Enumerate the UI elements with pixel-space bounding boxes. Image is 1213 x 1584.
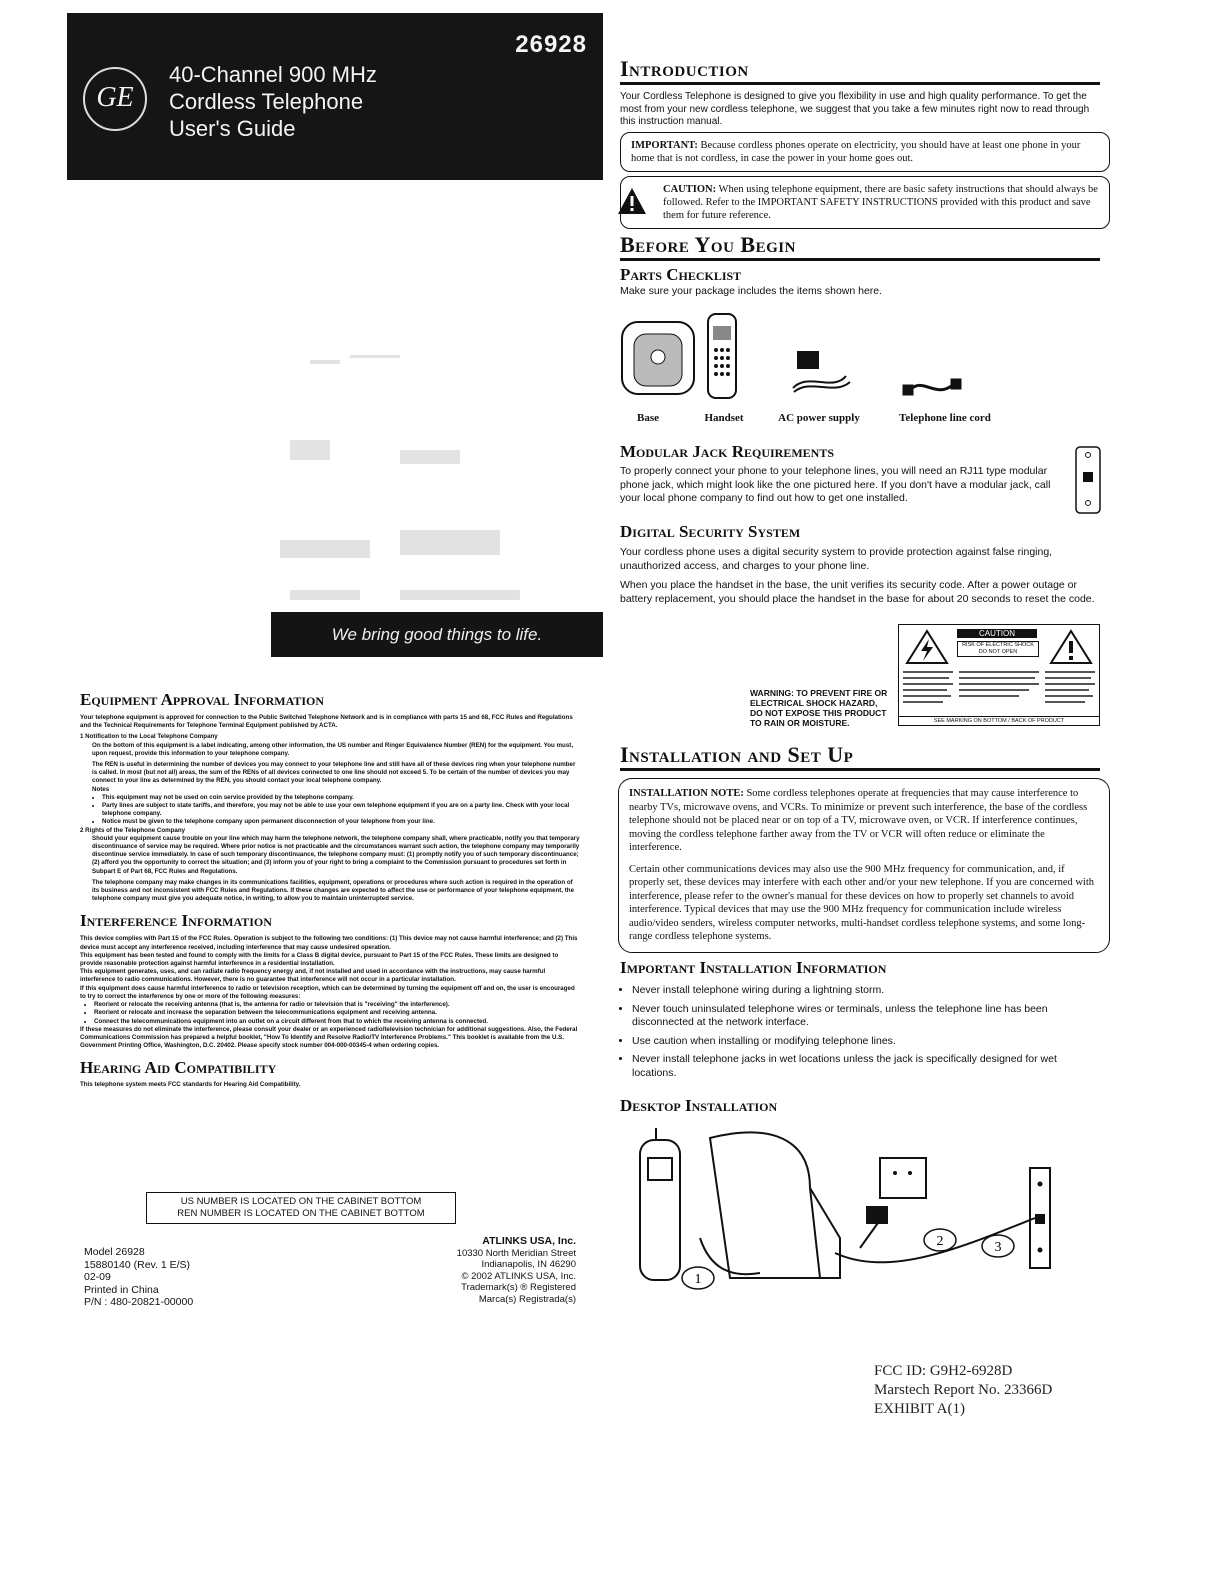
- interference-p4: If this equipment does cause harmful interference to radio or television reception, which can be determined by turning the equipment off and on, the user is encouraged to try to correct the interference by one or more of the following measures:: [80, 984, 575, 1000]
- installation-heading: Installation and Set Up: [620, 742, 854, 767]
- modular-jack-icon: [1074, 445, 1102, 515]
- install-bullet: • Never install telephone jacks in wet locations unless the jack is specifically designed for wet locations.: [632, 1053, 1090, 1080]
- part-label: Handset: [704, 412, 744, 424]
- equipment-section: [80, 690, 580, 1090]
- dss-text1: Your cordless phone uses a digital security system to provide protection against false ringing, unauthorized access, and charges to your phone line.: [620, 546, 1053, 572]
- model-info-line: Printed in China: [84, 1283, 159, 1296]
- warning-text: WARNING: TO PREVENT FIRE OR ELECTRICAL SHOCK HAZARD, DO NOT EXPOSE THIS PRODUCT TO RAIN OR MOISTURE.: [750, 688, 888, 728]
- desktop-heading: Desktop Installation: [620, 1096, 778, 1115]
- equipment-heading: Equipment Approval Information: [80, 690, 325, 709]
- caution-label-title: CAUTION: [957, 629, 1037, 638]
- install-bullet: • Use caution when installing or modifying telephone lines.: [632, 1035, 1090, 1049]
- important-box: [620, 132, 1110, 172]
- install-bullet: • Never touch uninsulated telephone wires or terminals, unless the telephone line has been disconnected at the network interface.: [632, 1003, 1090, 1030]
- before-rule: [620, 258, 1100, 261]
- intro-text: Your Cordless Telephone is designed to give you flexibility in use and high quality performance. To get the most from your new cordless telephone, we suggest that you take a few minutes right now to read through this instruction manual.: [620, 91, 1090, 127]
- important-install-heading: Important Installation Information: [620, 958, 887, 977]
- before-heading: Before You Begin: [620, 232, 796, 257]
- fcc-line: FCC ID: G9H2-6928D: [874, 1363, 1013, 1379]
- part-label: Base: [637, 412, 659, 424]
- modular-heading: Modular Jack Requirements: [620, 442, 835, 461]
- fcc-line: EXHIBIT A(1): [874, 1401, 965, 1417]
- equipment-p1: On the bottom of this equipment is a label indicating, among other information, the US number and Ringer Equivalence Number (REN) for the equipment. You must, upon request, provide this information to your telephone company.: [92, 741, 574, 757]
- caution-label: CAUTION:: [663, 184, 717, 195]
- equipment-note: • Party lines are subject to state tariffs, and therefore, you may not be able to use your own telephone equipment if you are on a party line. Check with your local telephone company.: [102, 802, 580, 818]
- fcc-stamp: [874, 1362, 1052, 1419]
- dss-text2: When you place the handset in the base, the unit verifies its security code. After a power outage or battery replacement, you should place the handset in the base for about 20 seconds to reset the code.: [620, 579, 1095, 605]
- equipment-notes-label: Notes: [92, 785, 110, 793]
- important-text: Because cordless phones operate on electricity, you should have at least one phone in your home that is not cordless, in case the power in your home goes out.: [631, 140, 1081, 164]
- desktop-section: [620, 1096, 1060, 1116]
- installation-note-label: INSTALLATION NOTE:: [629, 788, 744, 799]
- company-line: Trademark(s) ® Registered: [461, 1282, 576, 1293]
- ge-logo: GE: [83, 67, 147, 131]
- ac-power-supply-icon: [793, 352, 850, 392]
- cover-title-line: User's Guide: [169, 116, 296, 141]
- installation-note-text: Some cordless telephones operate at frequencies that may cause interference to nearby TVs, microwave ovens, and VCRs. To minimize or prevent such interference, the base of the cordless telephone should not be placed near or on top of a TV, microwave oven, or VCR. If interference continues, moving the cordless telephone farther away from the TV or VCR will often reduce or eliminate the interference.: [629, 788, 1088, 853]
- company-line: © 2002 ATLINKS USA, Inc.: [461, 1270, 576, 1282]
- telephone-line-cord-icon: [904, 380, 960, 394]
- lightning-warning-icon: [905, 629, 949, 665]
- interference-p3: This equipment generates, uses, and can radiate radio frequency energy and, if not installed and used in accordance with the instructions, may cause harmful interference to radio communications. However, there is no guarantee that interference will not occur in a particular installation.: [80, 968, 546, 984]
- caution-label-sub: RISK OF ELECTRIC SHOCK DO NOT OPEN: [957, 641, 1039, 657]
- model-info: [84, 1246, 193, 1309]
- parts-heading: Parts Checklist: [620, 265, 742, 284]
- interference-p5: If these measures do not eliminate the interference, please consult your dealer or an experienced radio/television technician for additional suggestions. Also, the Federal Communications Commission has prepared a helpful booklet, "How To Identify and Resolve Radio/TV Interference Problems." This booklet is available from the U.S. Government Printing Office, Washington, D.C. 20402. Please specify stock number 004-000-00345-4 when ordering copies.: [80, 1025, 578, 1050]
- callout-3: 3: [994, 1240, 1002, 1255]
- caution-box: [620, 176, 1110, 229]
- company-info: [400, 1236, 576, 1305]
- exclamation-warning-icon: [1049, 629, 1093, 665]
- part-label: Telephone line cord: [899, 412, 991, 424]
- callout-1: 1: [694, 1272, 702, 1287]
- caution-label-panel: [898, 624, 1100, 726]
- intro-heading: Introduction: [620, 56, 749, 81]
- model-info-line: 15880140 (Rev. 1 E/S): [84, 1258, 191, 1271]
- company-line: Marca(s) Registrada(s): [478, 1293, 576, 1305]
- parts-illustration: [618, 312, 1038, 407]
- intro-section: [620, 56, 1100, 129]
- us-number-line: US NUMBER IS LOCATED ON THE CABINET BOTTOM: [180, 1196, 422, 1207]
- fcc-line: Marstech Report No. 23366D: [874, 1382, 1053, 1398]
- company-name: ATLINKS USA, Inc.: [482, 1235, 576, 1247]
- equipment-note: • This equipment may not be used on coin service provided by the telephone company.: [102, 794, 580, 802]
- caution-text: When using telephone equipment, there are basic safety instructions that should always be followed. Refer to the IMPORTANT SAFETY INSTRUCTIONS provided with this product and save them for future reference.: [663, 184, 1098, 221]
- equipment-p1-title: 1 Notification to the Local Telephone Company: [80, 733, 218, 741]
- cover-title-line: 40-Channel 900 MHz: [169, 62, 377, 87]
- equipment-p1b: The REN is useful in determining the number of devices you may connect to your telephone line and still have all of these devices ring when your telephone number is called. In most (but not all) areas, the sum of the RENs of all devices connected to one line should not exceed 5. To be certain of the number of devices you may connect to your line as determined by the REN, you should contact your local telephone company.: [92, 761, 576, 785]
- interference-heading: Interference Information: [80, 911, 272, 931]
- ren-number-line: REN NUMBER IS LOCATED ON THE CABINET BOTTOM: [177, 1208, 425, 1219]
- equipment-intro: Your telephone equipment is approved for connection to the Public Switched Telephone Network and is in compliance with parts 15 and 68, FCC Rules and Regulations and the Technical Requirements for Telephone Terminal Equipment published by ACTA.: [80, 714, 573, 730]
- install-bullet: • Never install telephone wiring during a lightning storm.: [632, 984, 1090, 998]
- equipment-p2b: The telephone company may make changes in its communications facilities, equipment, operations or procedures where such action is required in the operation of its business and not inconsistent with FCC Rules and Regulations. If these changes are expected to affect the use or performance of your telephone equipment, the telephone company must give you adequate notice, in writing, to allow you to maintain uninterrupted service.: [92, 878, 575, 903]
- installation-section: [620, 742, 1100, 771]
- installation-rule: [620, 768, 1100, 771]
- dss-section: [620, 522, 1100, 606]
- cover-panel: [67, 13, 603, 180]
- caution-fine-print: [903, 669, 1095, 709]
- parts-text: Make sure your package includes the items shown here.: [620, 285, 883, 297]
- base-icon: [622, 322, 694, 394]
- model-code: 26928: [515, 31, 587, 58]
- cover-title: [169, 61, 377, 142]
- faded-product-photo: [250, 300, 550, 610]
- equipment-p2: Should your equipment cause trouble on your line which may harm the telephone network, the telephone company shall, where practicable, notify you that temporary discontinuance of service may be required. Where prior notice is not practicable and the circumstances warrant such action, the telephone company may temporarily discontinue service immediately. In case of such temporary discontinuance, the telephone company must: (1) promptly notify you of such temporary discontinuance; (2) afford you the opportunity to correct the situation; and (3) inform you of your right to bring a complaint to the Commission pursuant to procedures set forth in Subpart E of Part 68, FCC Rules and Regulations.: [92, 834, 580, 875]
- interference-p2: This equipment has been tested and found to comply with the limits for a Class B digital device, pursuant to Part 15 of the FCC Rules. These limits are designed to provide reasonable protection against harmful interference in a residential installation.: [80, 951, 559, 968]
- company-line: 10330 North Meridian Street: [456, 1247, 576, 1259]
- warning-triangle-icon: [617, 187, 647, 215]
- dss-heading: Digital Security System: [620, 522, 801, 541]
- model-info-line: P/N : 480-20821-00000: [84, 1296, 194, 1308]
- before-section: [620, 232, 1100, 299]
- equipment-note: • Notice must be given to the telephone company upon permanent disconnection of your telephone from your line.: [102, 818, 580, 826]
- interference-bullet: • Reorient or relocate the receiving antenna (that is, the antenna for radio or television that is "receiving" the interference).: [94, 1001, 580, 1009]
- interference-p1: This device complies with Part 15 of the FCC Rules. Operation is subject to the following two conditions: (1) This device may not cause harmful interference; and (2) This device must accept any interference received, including interference that may cause undesired operation.: [80, 935, 578, 951]
- company-line: Indianapolis, IN 46290: [481, 1259, 576, 1270]
- caution-label-footer: SEE MARKING ON BOTTOM / BACK OF PRODUCT: [899, 716, 1099, 725]
- cover-title-line: Cordless Telephone: [169, 89, 364, 114]
- installation-note-text2: Certain other communications devices may also use the 900 MHz frequency for communication, and, if properly set, these devices may interfere with each other and/or your new telephone. If you are concerned with interference, please refer to the owner's manual for these devices on how to properly set channels to avoid interference. Typical devices that may use the 900 MHz frequency for communication include wireless audio/video senders, wireless computer networks, multi-handset cordless telephone systems, and some long-range cordless telephone systems.: [629, 863, 1095, 942]
- modular-section: [620, 442, 1060, 506]
- interference-bullet: • Connect the telecommunications equipment into an outlet on a circuit different from that to which the receiving antenna is connected.: [94, 1018, 580, 1026]
- installation-note-box: [618, 778, 1110, 953]
- equipment-p2-title: 2 Rights of the Telephone Company: [80, 826, 186, 834]
- us-number-box: [146, 1192, 456, 1224]
- part-label: AC power supply: [778, 412, 860, 424]
- model-info-line: Model 26928: [84, 1246, 145, 1258]
- interference-bullet: • Reorient or relocate and increase the separation between the telecommunications equipment and receiving antenna.: [94, 1009, 580, 1017]
- intro-rule: [620, 82, 1100, 85]
- important-install-section: [620, 958, 1090, 1085]
- modular-text: To properly connect your phone to your telephone lines, you will need an RJ11 type modular phone jack, which might look like the one pictured here. If you don't have a modular jack, call your local phone company to find out how to get one installed.: [620, 465, 1051, 504]
- desktop-installation-diagram: [630, 1128, 1080, 1308]
- hearing-heading: Hearing Aid Compatibility: [80, 1058, 277, 1078]
- important-label: IMPORTANT:: [631, 140, 698, 151]
- tagline: We bring good things to life.: [271, 612, 603, 657]
- hearing-text: This telephone system meets FCC standards for Hearing Aid Compatibility.: [80, 1081, 301, 1089]
- model-info-line: 02-09: [84, 1271, 111, 1283]
- callout-2: 2: [936, 1234, 944, 1249]
- handset-icon: [708, 314, 736, 398]
